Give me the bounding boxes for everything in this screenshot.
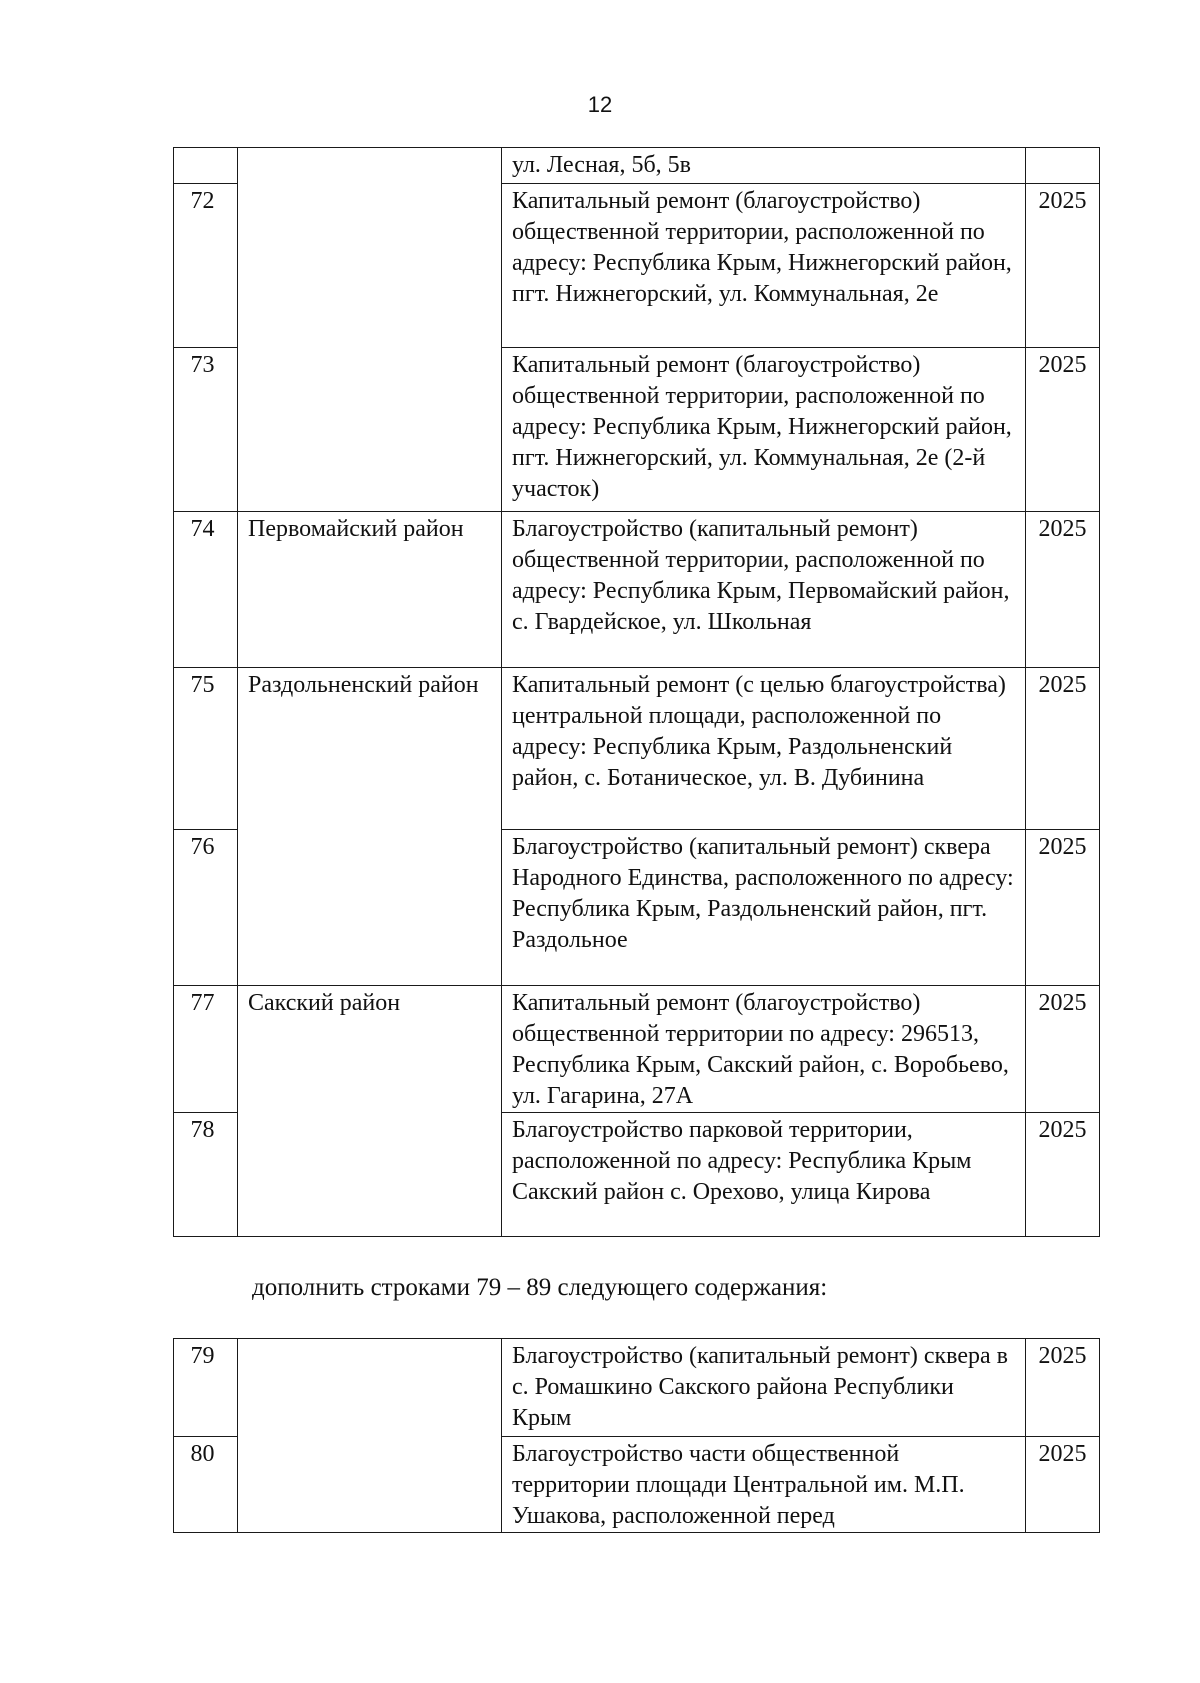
row-number-cell: 76 — [174, 830, 238, 986]
district-cell — [238, 1339, 502, 1533]
measures-table-additions — [173, 1338, 1100, 1533]
row-year-cell: 2025 — [1026, 1339, 1100, 1437]
row-number-cell: 73 — [174, 348, 238, 512]
row-number-cell: 79 — [174, 1339, 238, 1437]
row-year-cell: 2025 — [1026, 184, 1100, 348]
row-number-cell: 78 — [174, 1113, 238, 1237]
row-description-cell: Капитальный ремонт (благоустройство) общественной территории, расположенной по адресу: Республика Крым, Нижнегорский район, пгт. Нижнегорский, ул. Коммунальная, 2е (2-й участок) — [502, 348, 1026, 512]
row-description-cell: Капитальный ремонт (благоустройство) общественной территории по адресу: 296513, Республика Крым, Сакский район, с. Воробьево, ул. Гагарина, 27А — [502, 986, 1026, 1113]
table-row-79 — [174, 1339, 1100, 1437]
row-description-cell: ул. Лесная, 5б, 5в — [502, 148, 1026, 184]
measures-table-continued — [173, 147, 1100, 1237]
row-description-cell: Благоустройство части общественной территории площади Центральной им. М.П. Ушакова, расположенной перед — [502, 1437, 1026, 1533]
row-year-cell: 2025 — [1026, 830, 1100, 986]
district-cell: Сакский район — [238, 986, 502, 1237]
row-year-cell: 2025 — [1026, 1113, 1100, 1237]
row-number-cell: 77 — [174, 986, 238, 1113]
page-number: 12 — [587, 92, 613, 117]
amendment-note: дополнить строками 79 – 89 следующего содержания: — [252, 1274, 828, 1301]
row-description-cell: Благоустройство парковой территории, расположенной по адресу: Республика Крым Сакский район с. Орехово, улица Кирова — [502, 1113, 1026, 1237]
table-row-74 — [174, 512, 1100, 668]
row-number-cell: 80 — [174, 1437, 238, 1533]
table-row-continuation — [174, 148, 1100, 184]
row-number-cell: 72 — [174, 184, 238, 348]
row-description-cell: Капитальный ремонт (благоустройство) общественной территории, расположенной по адресу: Республика Крым, Нижнегорский район, пгт. Нижнегорский, ул. Коммунальная, 2е — [502, 184, 1026, 348]
row-description-cell: Капитальный ремонт (с целью благоустройства) центральной площади, расположенной по адресу: Республика Крым, Раздольненский район, с. Ботаническое, ул. В. Дубинина — [502, 668, 1026, 830]
row-description-cell: Благоустройство (капитальный ремонт) общественной территории, расположенной по адресу: Республика Крым, Первомайский район, с. Гвардейское, ул. Школьная — [502, 512, 1026, 668]
row-number-cell — [174, 148, 238, 184]
row-number-cell: 74 — [174, 512, 238, 668]
row-number-cell: 75 — [174, 668, 238, 830]
row-year-cell: 2025 — [1026, 986, 1100, 1113]
row-year-cell: 2025 — [1026, 668, 1100, 830]
row-year-cell: 2025 — [1026, 348, 1100, 512]
district-cell: Раздольненский район — [238, 668, 502, 986]
table-row-75 — [174, 668, 1100, 830]
row-description-cell: Благоустройство (капитальный ремонт) сквера Народного Единства, расположенного по адресу: Республика Крым, Раздольненский район, пгт. Раздольное — [502, 830, 1026, 986]
row-year-cell: 2025 — [1026, 512, 1100, 668]
row-year-cell — [1026, 148, 1100, 184]
row-description-cell: Благоустройство (капитальный ремонт) сквера в с. Ромашкино Сакского района Республики Крым — [502, 1339, 1026, 1437]
row-year-cell: 2025 — [1026, 1437, 1100, 1533]
district-cell: Первомайский район — [238, 512, 502, 668]
district-cell — [238, 148, 502, 512]
table-row-77 — [174, 986, 1100, 1113]
